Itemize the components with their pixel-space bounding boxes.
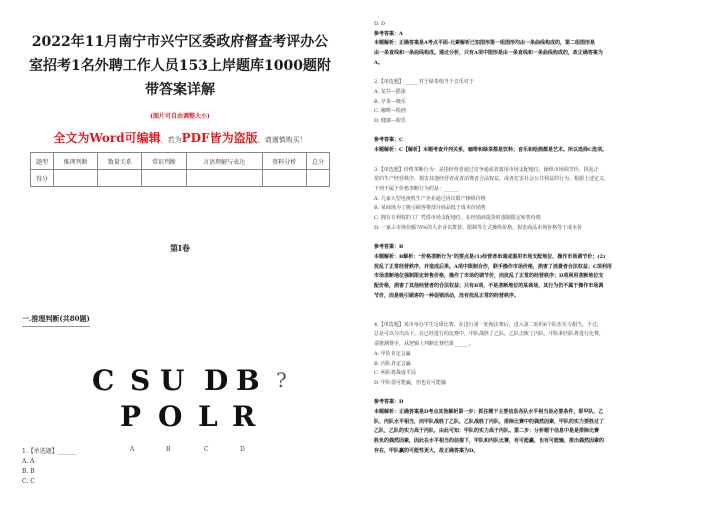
title-line-1: 2022年11月南宁市兴宁区委政府督查考评办公 (31, 34, 329, 50)
right-page (360, 0, 720, 508)
question-line: A. 甲队肯定会赢 (374, 350, 411, 357)
explanation-line: 配价格，损害了其他经营者的合法权益；只有B项，不是垄断地位的某商场，其行为仍不属于操作市场调 (374, 282, 604, 289)
puzzle-letter: C (92, 364, 115, 397)
explanation-line: 本题解析：正确答案是D考点其他解析第一步：抓住题干主要信息各队水平相当是必要条件，即甲队、乙 (374, 409, 604, 415)
answer-line: 参考答案：D (374, 399, 404, 406)
score-header-cell: 推理判断 (54, 153, 98, 170)
score-cell (262, 170, 306, 187)
answer-line: 参考答案：A (374, 30, 403, 37)
score-header-cell: 常识判断 (142, 153, 186, 170)
promo-if: ，若为 (160, 136, 182, 144)
score-cell (142, 170, 186, 187)
score-cell (186, 170, 262, 187)
puzzle-option-label: C (204, 446, 209, 453)
question-line: C. 两队将战成平局 (374, 370, 416, 377)
score-header-cell: 总分 (306, 153, 329, 170)
puzzle-option-letter: P (120, 400, 142, 433)
question-1-option: C. C (22, 478, 35, 485)
answer-line: 参考答案：B (374, 244, 404, 251)
puzzle-option-letter: L (198, 400, 218, 433)
promo-banner (0, 129, 360, 146)
question-1-option: B. B (22, 468, 35, 475)
explanation-line: 由一条直线和一条曲线构成。通过分析，只有A项中图形是由一条直线和一条曲线构成的，故正确答案为 (374, 50, 603, 57)
puzzle-option-label: A (130, 446, 135, 453)
score-row-label: 得分 (31, 170, 54, 187)
puzzle-letter: D (204, 364, 229, 397)
puzzle-question-mark: ? (276, 368, 287, 392)
score-table-row (31, 170, 330, 187)
puzzle-option-label: D (240, 446, 245, 453)
promo-pdf-warning: PDF皆为盗版 (181, 131, 258, 145)
explanation-line: 市场垄断地位强制限定转售价格，操作了市场的调节价，而扰乱了正常的经营秩序；D项利用垄断地位支 (374, 273, 604, 280)
explanation-line: 本题解析：B解析：“价格垄断行为”的要点是(1)经营者串通或滥用市场支配地位，操作市场调节价；(2) (374, 253, 606, 260)
question-line: B. 某商场为了吸引顾客将部分商品低于成本价销售 (374, 205, 486, 212)
promo-caution: ，请谨慎购买！ (257, 136, 307, 144)
score-header-cell: 数量关系 (98, 153, 142, 170)
score-header-cell: 言语理解与表达 (186, 153, 262, 170)
document-title (10, 30, 350, 102)
answer-line: 参考答案：C (374, 137, 403, 144)
question-line: 总是可以分出高下。在已经进行的比赛中，甲队战胜了乙队，乙队击败了丙队，甲队和丙队将进行比赛， (374, 331, 605, 338)
question-line: B. 早茶—晚乐 (374, 98, 406, 105)
puzzle-option-label: B (166, 446, 171, 453)
puzzle-letter: U (160, 364, 185, 397)
explanation-line: 本题解析：正确答案是A考点平面-元素解析已知图形第一组图形均由一条曲线构成的，第二组图形是 (374, 40, 595, 47)
puzzle-option-letter: O (158, 400, 183, 433)
explanation-line: 节价，而是吸引顾客的一种促销活动，没有扰乱正常的经营秩序。 (374, 292, 520, 299)
section-heading: 一.推理判断(共80题) (22, 314, 90, 323)
question-line: C. 拥有专利权的工厂凭借市场支配地位，在经销商提货时强制限定转售价格 (374, 215, 541, 221)
question-line: 常的生产经营秩序，损害其他经营者或者消费者合法权益，或者危害社会公共利益的行为。根据上述定义， (374, 176, 610, 183)
score-header-cell: 资料分析 (262, 153, 306, 170)
question-line: C. 咖啡—绘画 (374, 108, 406, 115)
image-resize-note: (图片可自由调整大小) (150, 113, 210, 120)
question-1-stem: 1.【单选题】______ (22, 448, 76, 455)
question-line: A. 龙井—摇滚 (374, 88, 406, 95)
question-line: D. 甲队很可能赢，但也有可能输 (374, 379, 447, 386)
explanation-line: 扰乱了正常经营秩序，并造成后果。A项中限制合作，联手操作市场价格，损害了消费者合法权益；C项利用 (374, 263, 612, 270)
question-line: D. 健康—娱乐 (374, 118, 407, 124)
question-line: 下列不属于价格垄断行为的是：______ (374, 185, 460, 192)
question-line: A. 几家大型电视机生产企业通过协议限产操纵价格 (374, 195, 486, 202)
question-line: 请推测赛手，从逻辑上判断比赛结果______。 (374, 341, 475, 348)
question-line: 2.【单选题】______对于绿茶相当于音乐对于 (374, 79, 474, 86)
puzzle-letter: B (236, 364, 260, 397)
explanation-line: 胜负的偶然因素，因此在水平相当的前提下，甲队和丙队比赛，有可能赢，也有可能输，排出偶然因素的 (374, 438, 605, 445)
question-line: 4.【单选题】某市举办学生足球比赛，在进行第一轮淘汰赛后，进入第二轮的6个队伍实力相当，不过， (374, 321, 602, 328)
puzzle-letter: S (130, 364, 151, 397)
volume-heading: 第I卷 (170, 243, 190, 253)
explanation-line: 乙队，乙队的实力高于丙队，由此可知：甲队的实力高于丙队。第二步：分析题干信息中是是排除比赛 (374, 428, 600, 435)
question-line: B. 丙队肯定会赢 (374, 360, 411, 367)
title-line-2: 室招考1名外聘工作人员153上岸题库1000题附 (29, 58, 331, 74)
score-header-cell: 题型 (31, 153, 54, 170)
score-cell (98, 170, 142, 187)
question-line: D. 一家占市场份额70%的大企业以排挤、限制等方式操纵价格，损害商品市场价格等于成本价 (374, 224, 583, 231)
explanation-line: 存在，甲队赢的可能性更大，故正确答案为D。 (374, 447, 479, 454)
explanation-line: 队、丙队水平相当，而甲队战胜了乙队，乙队战胜了丙队，排除比赛中的偶然因素，甲队的实力要胜过了 (374, 418, 605, 425)
score-table-header (31, 153, 330, 170)
title-line-3: 带答案详解 (145, 82, 215, 98)
question-1-option: A. A (22, 458, 35, 465)
score-cell (306, 170, 329, 187)
puzzle-option-letter: R (232, 400, 256, 433)
question-line: D. D (374, 21, 386, 27)
score-table (30, 152, 330, 187)
question-line: 3.【单选题】价格垄断行为：是指经营者通过竞争通或者滥用市场支配地位，操纵市场调节价，扰乱正 (374, 166, 599, 173)
explanation-line: A。 (374, 59, 383, 66)
explanation-line: 本题解析：C【解析】本题考查并列关系，咖啡和绿茶都是饮料；音乐和绘画都是艺术。所以选择C选项。 (374, 147, 607, 154)
promo-word-editable: 全文为Word可编辑 (53, 131, 161, 145)
score-cell (54, 170, 98, 187)
